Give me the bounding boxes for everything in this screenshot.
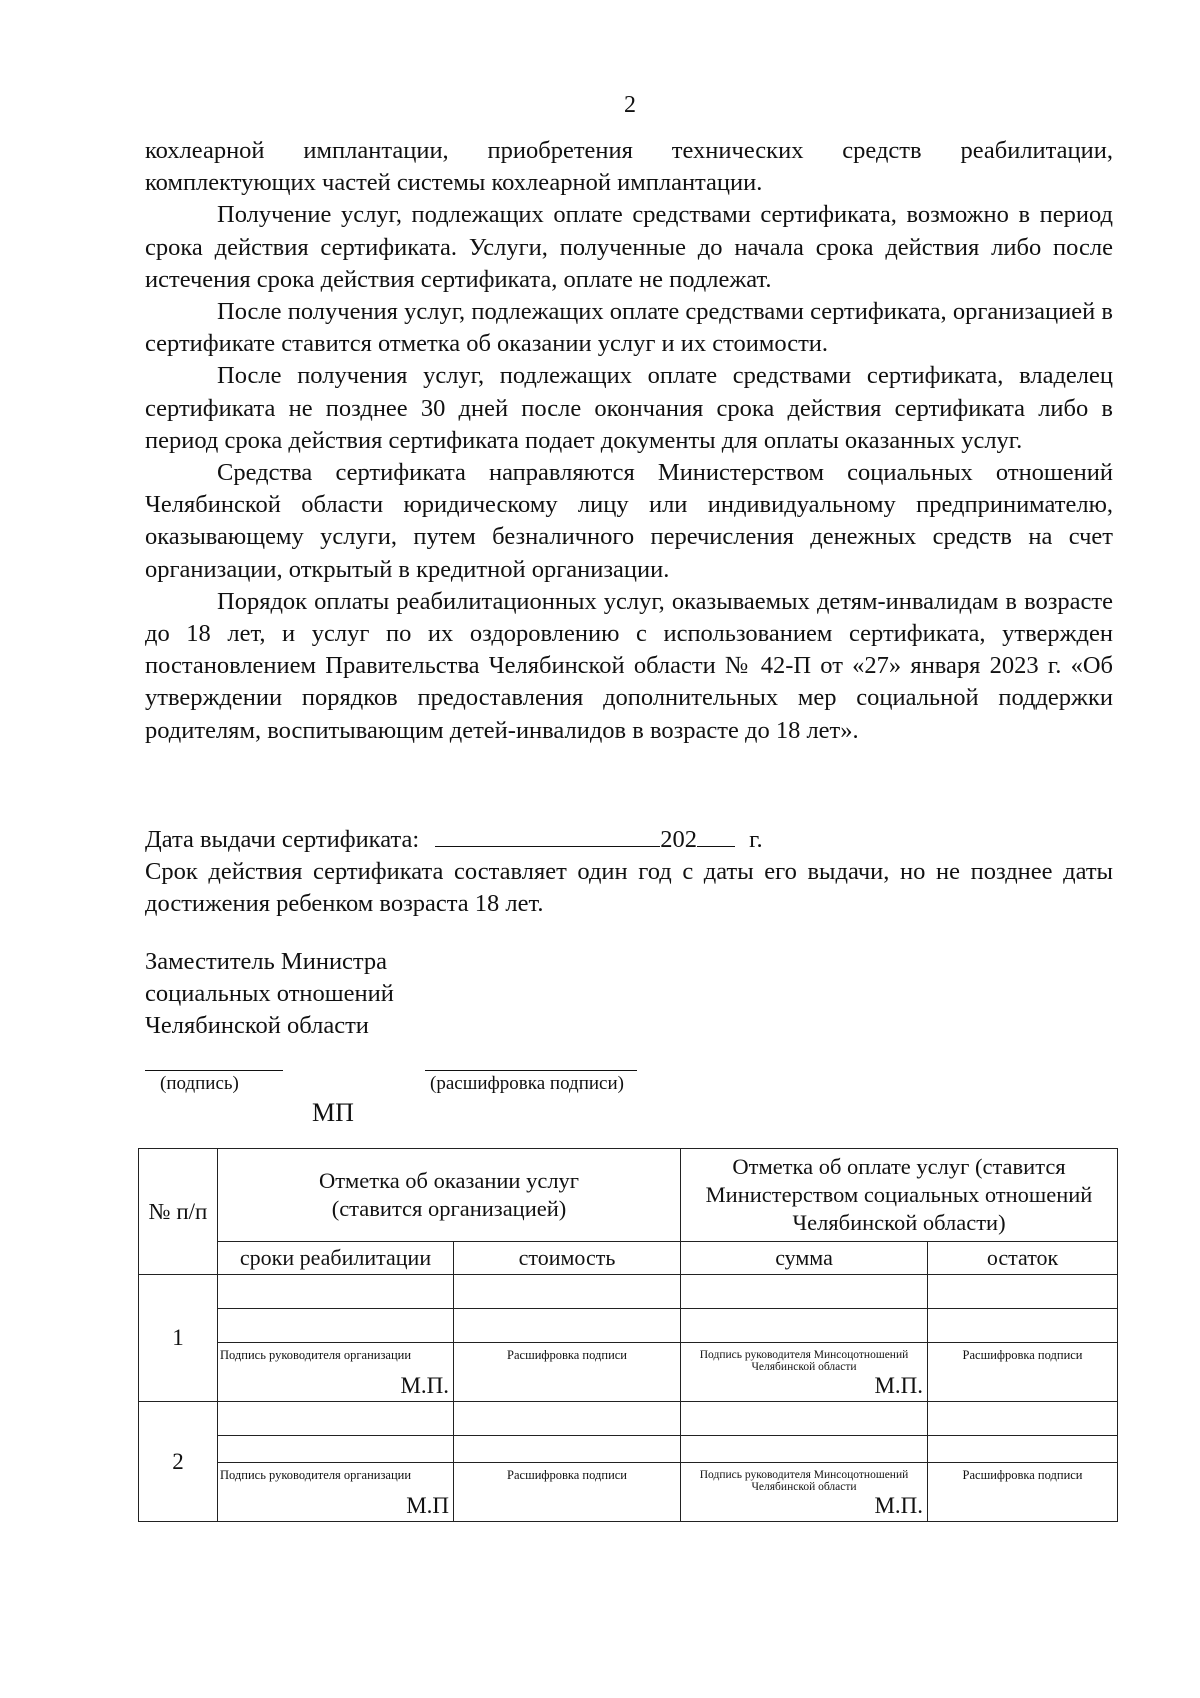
table-row xyxy=(139,1402,1118,1436)
cost-cell xyxy=(454,1309,681,1343)
terms-cell xyxy=(218,1275,454,1309)
signer-region: Челябинской области xyxy=(145,1012,369,1040)
subheader-cost: стоимость xyxy=(454,1242,681,1275)
sum-cell xyxy=(681,1402,928,1436)
ministry-signature-label: Подпись руководителя Минсоцотношений Челябинской области xyxy=(699,1349,909,1373)
subheader-sum: сумма xyxy=(681,1242,928,1275)
body-text xyxy=(145,135,1113,747)
signature-decode-caption: (расшифровка подписи) xyxy=(430,1073,624,1094)
decode-cell xyxy=(928,1463,1118,1522)
ministry-stamp: М.П. xyxy=(874,1373,924,1398)
decode-label: Расшифровка подписи xyxy=(962,1468,1083,1482)
org-stamp: М.П. xyxy=(400,1373,449,1398)
table-row xyxy=(139,1343,1118,1402)
ministry-signature-label: Подпись руководителя Минсоцотношений Челябинской области xyxy=(699,1469,909,1493)
signature-decode-line xyxy=(425,1070,637,1071)
issue-date-block xyxy=(145,822,1113,921)
decode-label: Расшифровка подписи xyxy=(507,1468,627,1482)
sum-cell xyxy=(681,1309,928,1343)
header-service-mark: Отметка об оказании услуг (ставится организацией) xyxy=(218,1149,681,1242)
stamp-mark: МП xyxy=(312,1098,354,1127)
header-payment-mark: Отметка об оплате услуг (ставится Министерством социальных отношений Челябинской области) xyxy=(681,1149,1118,1242)
paragraph: кохлеарной имплантации, приобретения технических средств реабилитации, комплектующих частей системы кохлеарной имплантации. xyxy=(145,137,1113,197)
cost-cell xyxy=(454,1402,681,1436)
balance-cell xyxy=(928,1275,1118,1309)
decode-label: Расшифровка подписи xyxy=(507,1348,627,1362)
org-signature-cell xyxy=(218,1463,454,1522)
decode-cell xyxy=(454,1463,681,1522)
subheader-terms: сроки реабилитации xyxy=(218,1242,454,1275)
table-row xyxy=(139,1436,1118,1463)
org-signature-cell xyxy=(218,1343,454,1402)
org-signature-label: Подпись руководителя организации xyxy=(220,1468,412,1482)
decode-label: Расшифровка подписи xyxy=(962,1348,1083,1362)
terms-cell xyxy=(218,1402,454,1436)
paragraph: Порядок оплаты реабилитационных услуг, оказываемых детям-инвалидам в возрасте до 18 лет, и услуг по их оздоровлению с использованием сертификата, утвержден постановлением Правительства Челябинской области № 42-П от «27» января 2023 г. «Об утверждении порядков предоставления дополнительных мер социальной поддержки родителям, воспитывающим детей-инвалидов в возрасте до 18 лет». xyxy=(145,587,1113,744)
validity-text: Срок действия сертификата составляет один год с даты его выдачи, но не позднее даты достижения ребенком возраста 18 лет. xyxy=(145,858,1113,918)
paragraph: После получения услуг, подлежащих оплате средствами сертификата, организацией в сертификате ставится отметка об оказании услуг и их стоимости. xyxy=(145,298,1113,358)
column-header-number: № п/п xyxy=(139,1149,218,1275)
signer-title: Заместитель Министра xyxy=(145,948,388,975)
service-marks-table xyxy=(138,1148,1118,1522)
page-number: 2 xyxy=(624,92,636,118)
issue-date-year-blank xyxy=(697,822,735,847)
org-stamp: М.П xyxy=(406,1493,449,1518)
paragraph: Средства сертификата направляются Министерством социальных отношений Челябинской области юридическому лицу или индивидуальному предпринимателю, оказывающему услуги, путем безналичного перечисления денежных средств на счет организации, открытый в кредитной организации. xyxy=(145,459,1113,583)
balance-cell xyxy=(928,1402,1118,1436)
decode-cell xyxy=(928,1343,1118,1402)
signer-department: социальных отношений xyxy=(145,980,394,1008)
paragraph: После получения услуг, подлежащих оплате средствами сертификата, владелец сертификата не позднее 30 дней после окончания срока действия сертификата либо в период срока действия сертификата подает документы для оплаты оказанных услуг. xyxy=(145,362,1113,454)
ministry-stamp: М.П. xyxy=(874,1493,924,1518)
row-number: 2 xyxy=(139,1402,218,1522)
subheader-balance: остаток xyxy=(928,1242,1118,1275)
ministry-signature-cell xyxy=(681,1463,928,1522)
terms-cell xyxy=(218,1309,454,1343)
balance-cell xyxy=(928,1436,1118,1463)
cost-cell xyxy=(454,1436,681,1463)
ministry-signature-cell xyxy=(681,1343,928,1402)
issue-date-label: Дата выдачи сертификата: xyxy=(145,826,420,853)
issue-date-year-suffix: г. xyxy=(749,826,763,853)
paragraph: Получение услуг, подлежащих оплате средствами сертификата, возможно в период срока действия сертификата. Услуги, полученные до начала срока действия либо после истечения срока действия сертификата, оплате не подлежат. xyxy=(145,201,1113,293)
signer-block xyxy=(145,946,394,1043)
signature-line xyxy=(145,1070,283,1071)
cost-cell xyxy=(454,1275,681,1309)
sum-cell xyxy=(681,1436,928,1463)
signature-caption: (подпись) xyxy=(160,1073,239,1094)
terms-cell xyxy=(218,1436,454,1463)
table-row xyxy=(139,1309,1118,1343)
issue-date-line xyxy=(145,822,1113,856)
balance-cell xyxy=(928,1309,1118,1343)
table-row xyxy=(139,1463,1118,1522)
org-signature-label: Подпись руководителя организации xyxy=(220,1348,412,1362)
sum-cell xyxy=(681,1275,928,1309)
row-number: 1 xyxy=(139,1275,218,1402)
decode-cell xyxy=(454,1343,681,1402)
issue-date-year-prefix: 202 xyxy=(660,826,698,853)
table-row xyxy=(139,1275,1118,1309)
issue-date-blank xyxy=(435,822,660,847)
